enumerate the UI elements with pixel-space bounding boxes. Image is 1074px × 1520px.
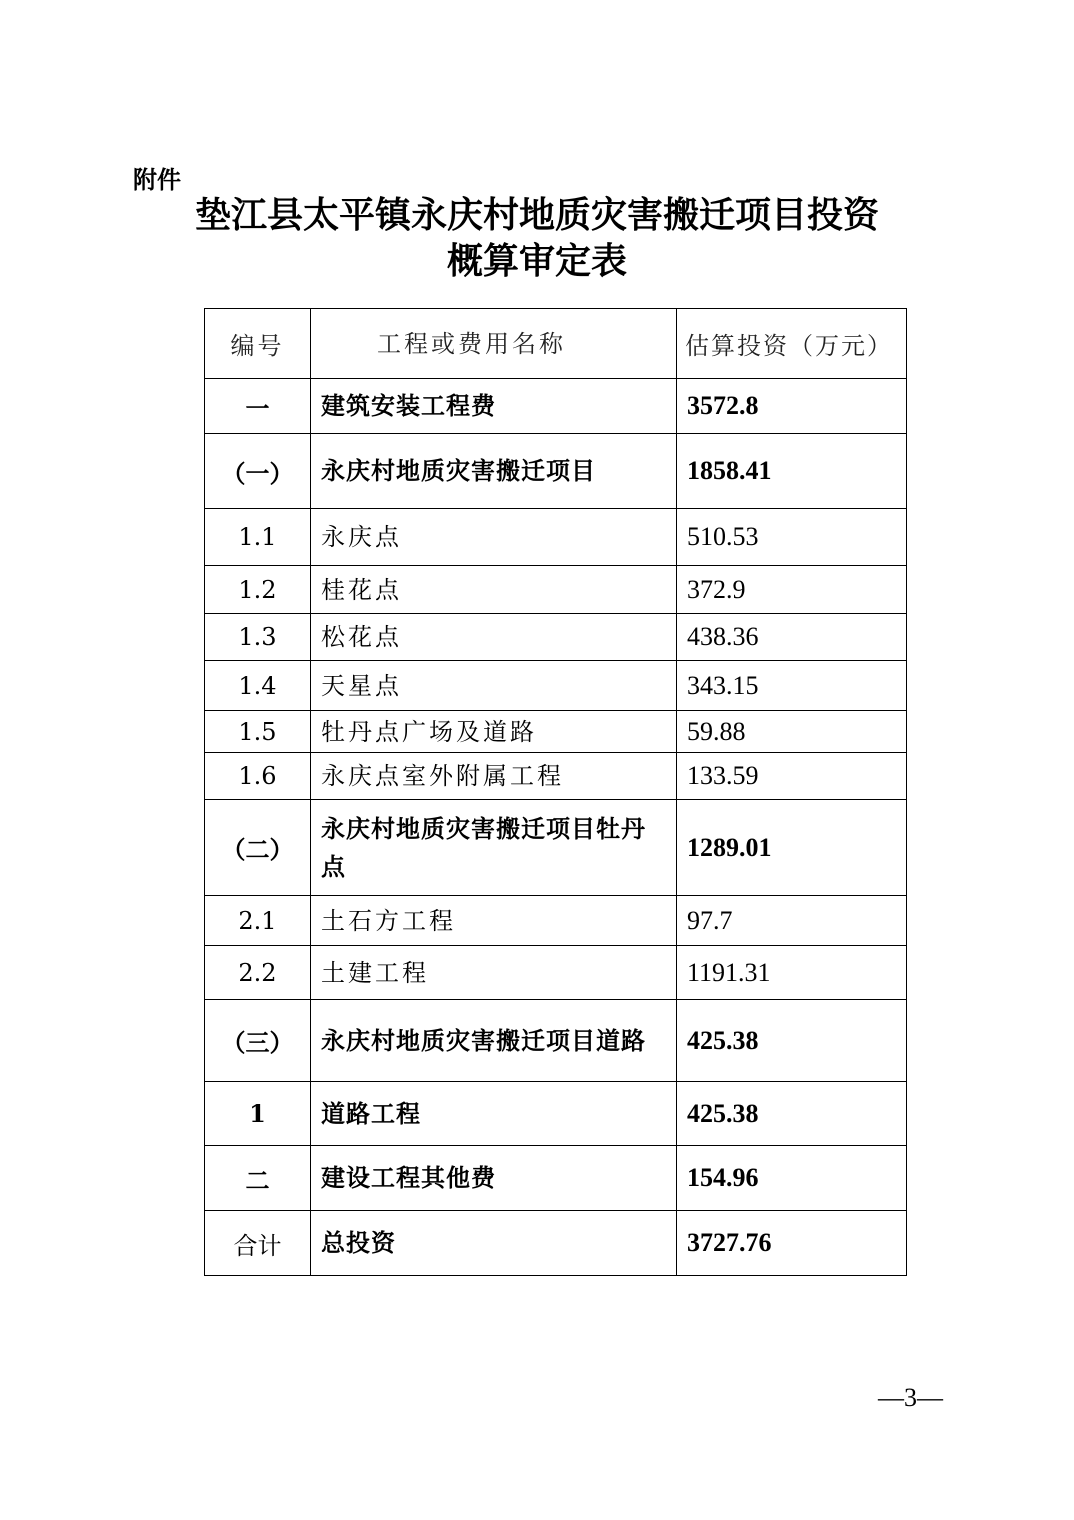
row-number: 1.4 bbox=[205, 661, 311, 711]
table-row bbox=[205, 509, 907, 566]
row-name: 土建工程 bbox=[311, 946, 677, 1000]
table-row bbox=[205, 566, 907, 614]
row-name: 道路工程 bbox=[311, 1082, 677, 1146]
table-row bbox=[205, 614, 907, 661]
header-number: 编号 bbox=[205, 309, 311, 379]
row-amount: 1191.31 bbox=[677, 946, 907, 1000]
row-amount: 3727.76 bbox=[677, 1211, 907, 1276]
row-amount: 3572.8 bbox=[677, 379, 907, 434]
table-row bbox=[205, 946, 907, 1000]
row-amount: 97.7 bbox=[677, 896, 907, 946]
title-line-1: 垫江县太平镇永庆村地质灾害搬迁项目投资 bbox=[194, 194, 879, 236]
table-row bbox=[205, 711, 907, 753]
row-amount: 59.88 bbox=[677, 711, 907, 753]
row-name: 建设工程其他费 bbox=[311, 1146, 677, 1211]
row-amount: 372.9 bbox=[677, 566, 907, 614]
table-total-row bbox=[205, 1211, 907, 1276]
row-name: 建筑安装工程费 bbox=[311, 379, 677, 434]
row-number: 1.5 bbox=[205, 711, 311, 753]
row-name: 牡丹点广场及道路 bbox=[311, 711, 677, 753]
table-row bbox=[205, 896, 907, 946]
row-name: 桂花点 bbox=[311, 566, 677, 614]
row-amount: 154.96 bbox=[677, 1146, 907, 1211]
row-name: 永庆村地质灾害搬迁项目 bbox=[311, 434, 677, 509]
row-number: （三） bbox=[205, 1000, 311, 1082]
row-number: 1.2 bbox=[205, 566, 311, 614]
row-name: 总投资 bbox=[311, 1211, 677, 1276]
table-row bbox=[205, 661, 907, 711]
row-amount: 510.53 bbox=[677, 509, 907, 566]
table-row bbox=[205, 800, 907, 896]
table-row bbox=[205, 1082, 907, 1146]
row-number: 合计 bbox=[205, 1211, 311, 1276]
table-row bbox=[205, 1000, 907, 1082]
row-amount: 425.38 bbox=[677, 1082, 907, 1146]
row-name: 天星点 bbox=[311, 661, 677, 711]
investment-table bbox=[204, 308, 907, 1276]
row-number: （一） bbox=[205, 434, 311, 509]
document-title bbox=[100, 192, 974, 284]
row-amount: 438.36 bbox=[677, 614, 907, 661]
row-amount: 1289.01 bbox=[677, 800, 907, 896]
header-amount: 估算投资（万元） bbox=[677, 309, 907, 379]
row-number: 1.3 bbox=[205, 614, 311, 661]
row-number: 1.1 bbox=[205, 509, 311, 566]
row-name: 永庆点室外附属工程 bbox=[311, 753, 677, 800]
row-amount: 425.38 bbox=[677, 1000, 907, 1082]
table-row bbox=[205, 434, 907, 509]
table-header-row bbox=[205, 309, 907, 379]
row-number: 1 bbox=[205, 1082, 311, 1146]
page-number: —3— bbox=[878, 1383, 943, 1412]
row-number: 1.6 bbox=[205, 753, 311, 800]
row-name: 土石方工程 bbox=[311, 896, 677, 946]
title-line-2: 概算审定表 bbox=[446, 240, 627, 282]
row-number: 二 bbox=[205, 1146, 311, 1211]
row-name: 永庆村地质灾害搬迁项目牡丹点 bbox=[311, 800, 677, 896]
table-row bbox=[205, 753, 907, 800]
row-amount: 1858.41 bbox=[677, 434, 907, 509]
row-number: 2.1 bbox=[205, 896, 311, 946]
table-row bbox=[205, 379, 907, 434]
row-name: 永庆点 bbox=[311, 509, 677, 566]
row-amount: 133.59 bbox=[677, 753, 907, 800]
header-name: 工程或费用名称 bbox=[311, 309, 677, 379]
table-row bbox=[205, 1146, 907, 1211]
row-amount: 343.15 bbox=[677, 661, 907, 711]
row-number: 一 bbox=[205, 379, 311, 434]
row-number: 2.2 bbox=[205, 946, 311, 1000]
row-name: 永庆村地质灾害搬迁项目道路 bbox=[311, 1000, 677, 1082]
attachment-label: 附件 bbox=[133, 166, 181, 194]
row-number: （二） bbox=[205, 800, 311, 896]
row-name: 松花点 bbox=[311, 614, 677, 661]
